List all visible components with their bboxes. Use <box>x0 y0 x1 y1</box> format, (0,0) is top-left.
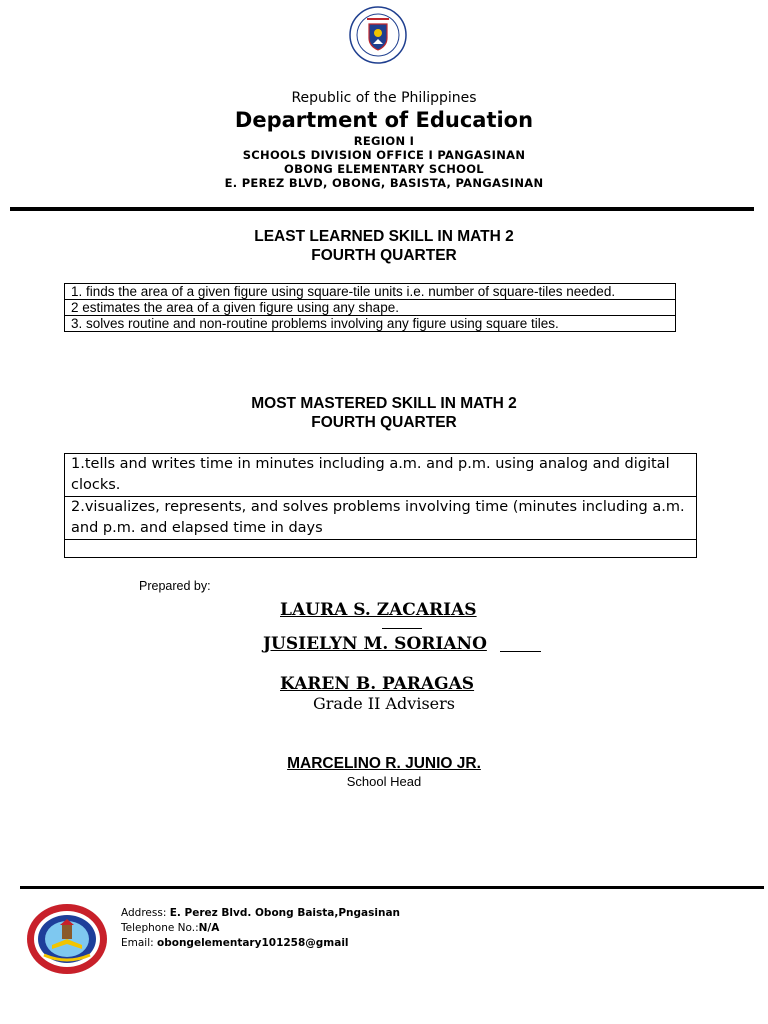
signature-line <box>500 651 541 652</box>
skill-cell: 2 estimates the area of a given figure using any shape. <box>65 300 676 316</box>
school-address-line: E. PEREZ BLVD, OBONG, BASISTA, PANGASINAN <box>224 176 544 190</box>
table-row <box>65 454 697 497</box>
most-mastered-table <box>64 453 697 558</box>
department-heading: Department of Education <box>234 108 534 132</box>
least-learned-table <box>64 283 676 332</box>
most-mastered-title: MOST MASTERED SKILL IN MATH 2 FOURTH QUARTER <box>251 395 517 431</box>
footer-email: Email: obongelementary101258@gmail <box>121 937 349 949</box>
division-line: SCHOOLS DIVISION OFFICE I PANGASINAN <box>242 148 526 162</box>
signature-line <box>382 628 422 629</box>
table-row <box>65 300 676 316</box>
deped-seal-logo <box>349 6 407 64</box>
skill-cell: 1. finds the area of a given figure using square-tile units i.e. number of square-tiles needed. <box>65 284 676 300</box>
table-row <box>65 540 697 558</box>
adviser-name: LAURA S. ZACARIAS <box>280 600 477 620</box>
skill-cell: 2.visualizes, represents, and solves problems involving time (minutes including a.m. and p.m. and elapsed time in days <box>65 497 697 540</box>
table-row <box>65 497 697 540</box>
least-learned-title: LEAST LEARNED SKILL IN MATH 2 FOURTH QUARTER <box>254 228 514 264</box>
school-line: OBONG ELEMENTARY SCHOOL <box>284 162 484 176</box>
skill-cell: 3. solves routine and non-routine problems involving any figure using square tiles. <box>65 316 676 332</box>
table-row <box>65 284 676 300</box>
republic-heading: Republic of the Philippines <box>291 90 477 106</box>
header-divider <box>10 207 754 211</box>
footer-telephone: Telephone No.:N/A <box>121 922 220 934</box>
region-line: REGION I <box>353 134 415 148</box>
prepared-by-label: Prepared by: <box>139 579 211 593</box>
footer-address: Address: E. Perez Blvd. Obong Baista,Pngasinan <box>121 907 401 919</box>
school-head-title: School Head <box>346 774 422 789</box>
footer-divider <box>20 886 764 889</box>
empty-cell <box>65 540 697 558</box>
skill-cell: 1.tells and writes time in minutes including a.m. and p.m. using analog and digital clocks. <box>65 454 697 497</box>
advisers-title: Grade II Advisers <box>313 694 455 713</box>
adviser-name: KAREN B. PARAGAS <box>280 674 475 694</box>
school-head-name: MARCELINO R. JUNIO JR. <box>287 755 481 772</box>
adviser-name: JUSIELYN M. SORIANO <box>263 634 487 654</box>
school-logo <box>26 903 108 975</box>
table-row <box>65 316 676 332</box>
